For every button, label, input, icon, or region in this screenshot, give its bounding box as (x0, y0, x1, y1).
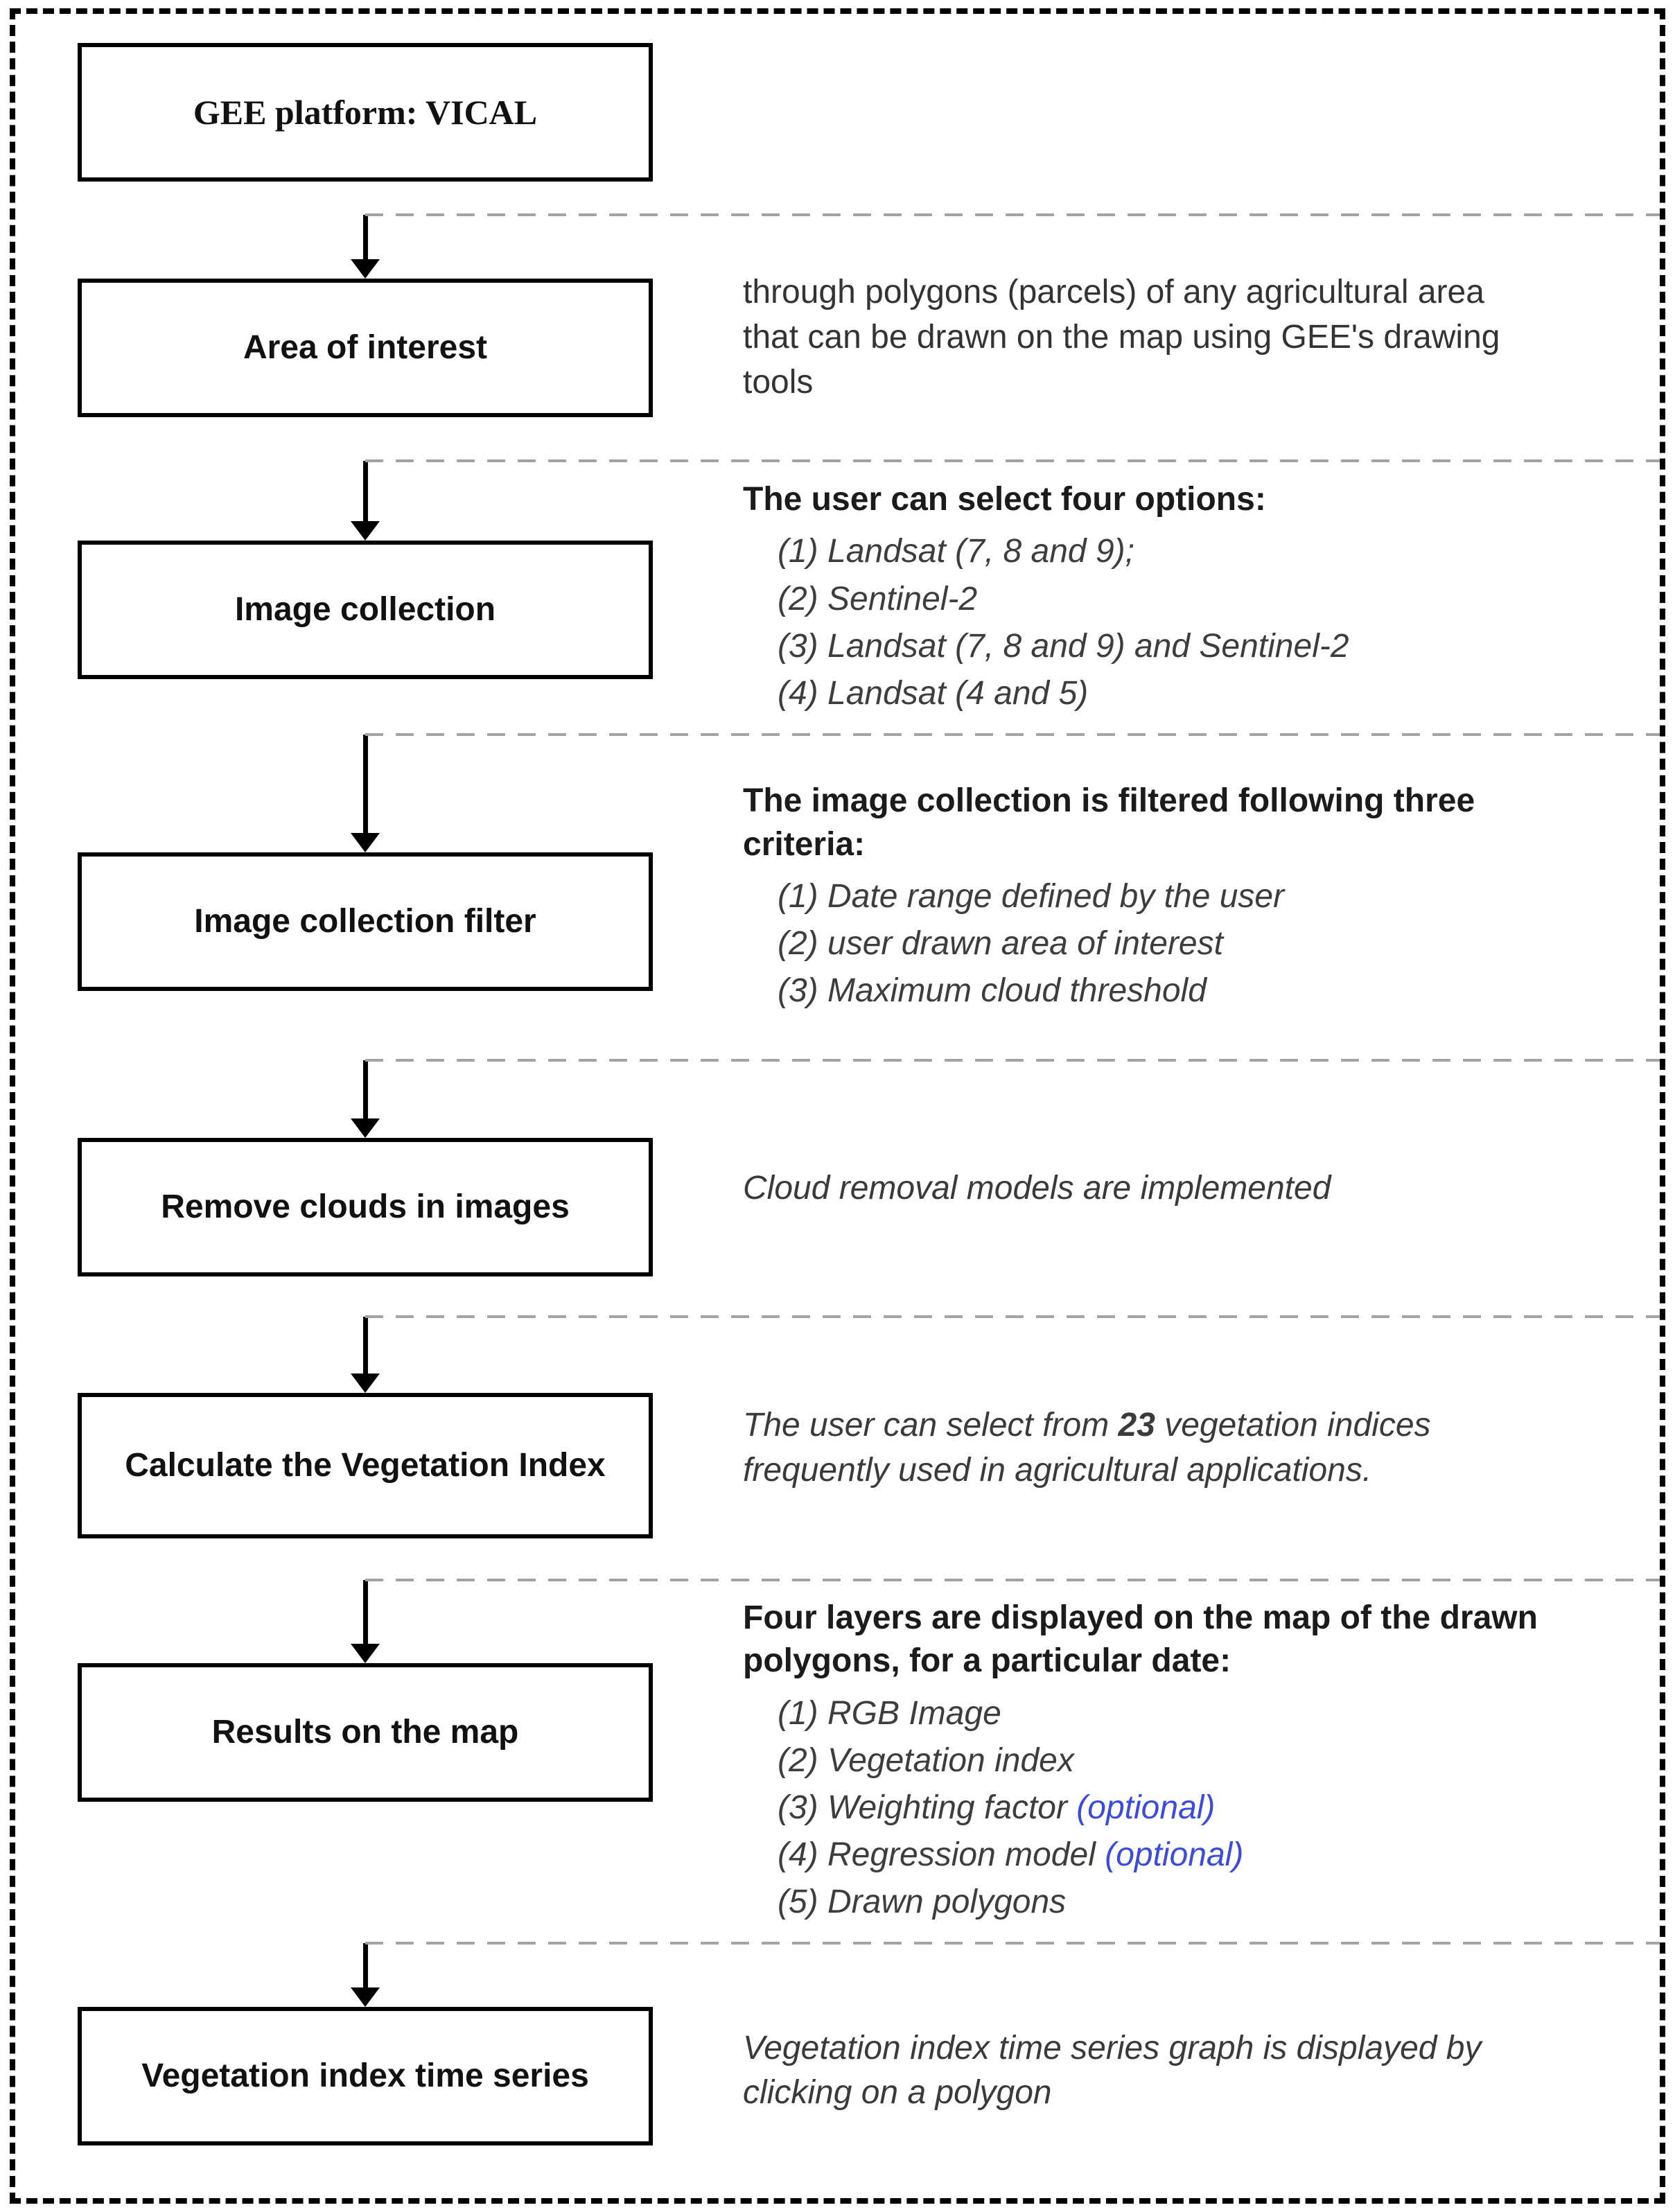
description-item: (1) Date range defined by the user (778, 878, 1285, 915)
flow-box-label: Image collection (234, 591, 496, 628)
description-list (743, 873, 1597, 1015)
description-segment: (3) Weighting factor (778, 1789, 1077, 1827)
dashed-separator (365, 1579, 1660, 1581)
description-item: (2) Vegetation index (778, 1741, 1074, 1779)
flow-step-gee-platform (15, 14, 1660, 215)
description-text: Cloud removal models are implemented (743, 1169, 1331, 1206)
dashed-separator (365, 1315, 1660, 1318)
down-arrow-icon (351, 735, 380, 852)
description-text (743, 1403, 1547, 1493)
flow-step-vegetation-index-time-series (15, 1943, 1660, 2204)
flow-box-label: Results on the map (211, 1714, 519, 1750)
flow-box-label: Remove clouds in images (161, 1188, 570, 1225)
flow-step-results-on-the-map (15, 1580, 1660, 1943)
flow-box-label: Image collection filter (194, 903, 536, 940)
description-item: (5) Drawn polygons (778, 1884, 1067, 1921)
description-heading: Four layers are displayed on the map of the drawn polygons, for a particular date: (743, 1599, 1538, 1680)
description-item: (1) Landsat (7, 8 and 9); (778, 533, 1134, 570)
description-text: Vegetation index time series graph is displayed by clicking on a polygon (743, 2029, 1482, 2112)
flow-box-label: Calculate the Vegetation Index (125, 1447, 606, 1484)
flow-box-label: Area of interest (243, 329, 488, 366)
description-item: (3) Landsat (7, 8 and 9) and Sentinel-2 (778, 627, 1349, 665)
flow-step-image-collection-filter (15, 735, 1660, 1060)
flow-box-remove-clouds (78, 1138, 653, 1276)
description-text: through polygons (parcels) of any agricultural area that can be drawn on the map using GEE's drawing tools (743, 274, 1500, 401)
description-item (778, 1832, 1581, 1879)
flow-box-results-on-the-map (78, 1663, 653, 1802)
flow-box-label: Vegetation index time series (141, 2057, 589, 2094)
optional-link[interactable]: (optional) (1076, 1789, 1216, 1827)
description-segment: vegetation indices frequently used in agricultural applications. (743, 1407, 1431, 1489)
description-bold-number: 23 (1118, 1407, 1155, 1444)
description-list (743, 528, 1597, 717)
flow-box-gee-platform (78, 43, 653, 182)
description-item: (3) Maximum cloud threshold (778, 972, 1207, 1010)
flow-box-image-collection-filter (78, 852, 653, 991)
down-arrow-icon (351, 1580, 380, 1663)
description-segment: (4) Regression model (778, 1836, 1105, 1874)
optional-link[interactable]: (optional) (1105, 1836, 1244, 1874)
flow-box-label: GEE platform: VICAL (193, 92, 538, 132)
diagram-dashed-frame (10, 8, 1665, 2204)
dashed-separator (365, 213, 1660, 216)
down-arrow-icon (351, 1317, 380, 1393)
description-item: (1) RGB Image (778, 1694, 1001, 1732)
description-item: (4) Landsat (4 and 5) (778, 674, 1089, 712)
down-arrow-icon (351, 461, 380, 541)
flow-box-calculate-vegetation-index (78, 1393, 653, 1538)
flow-step-image-collection (15, 461, 1660, 735)
flow-box-image-collection (78, 541, 653, 679)
flow-box-vegetation-index-time-series (78, 2007, 653, 2145)
description-segment: The user can select from (743, 1407, 1119, 1444)
description-heading: The image collection is filtered following three criteria: (743, 782, 1475, 863)
flow-box-area-of-interest (78, 279, 653, 417)
description-heading: The user can select four options: (743, 480, 1266, 518)
dashed-separator (365, 459, 1660, 462)
flow-step-area-of-interest (15, 215, 1660, 461)
description-item: (2) Sentinel-2 (778, 580, 978, 617)
description-item (778, 1784, 1581, 1832)
dashed-separator (365, 1059, 1660, 1062)
dashed-separator (365, 733, 1660, 736)
dashed-separator (365, 1942, 1660, 1945)
description-list (743, 1690, 1597, 1926)
down-arrow-icon (351, 1943, 380, 2007)
description-item: (2) user drawn area of interest (778, 925, 1223, 963)
flow-step-remove-clouds (15, 1060, 1660, 1317)
flow-step-calculate-vegetation-index (15, 1317, 1660, 1580)
down-arrow-icon (351, 215, 380, 279)
down-arrow-icon (351, 1060, 380, 1138)
